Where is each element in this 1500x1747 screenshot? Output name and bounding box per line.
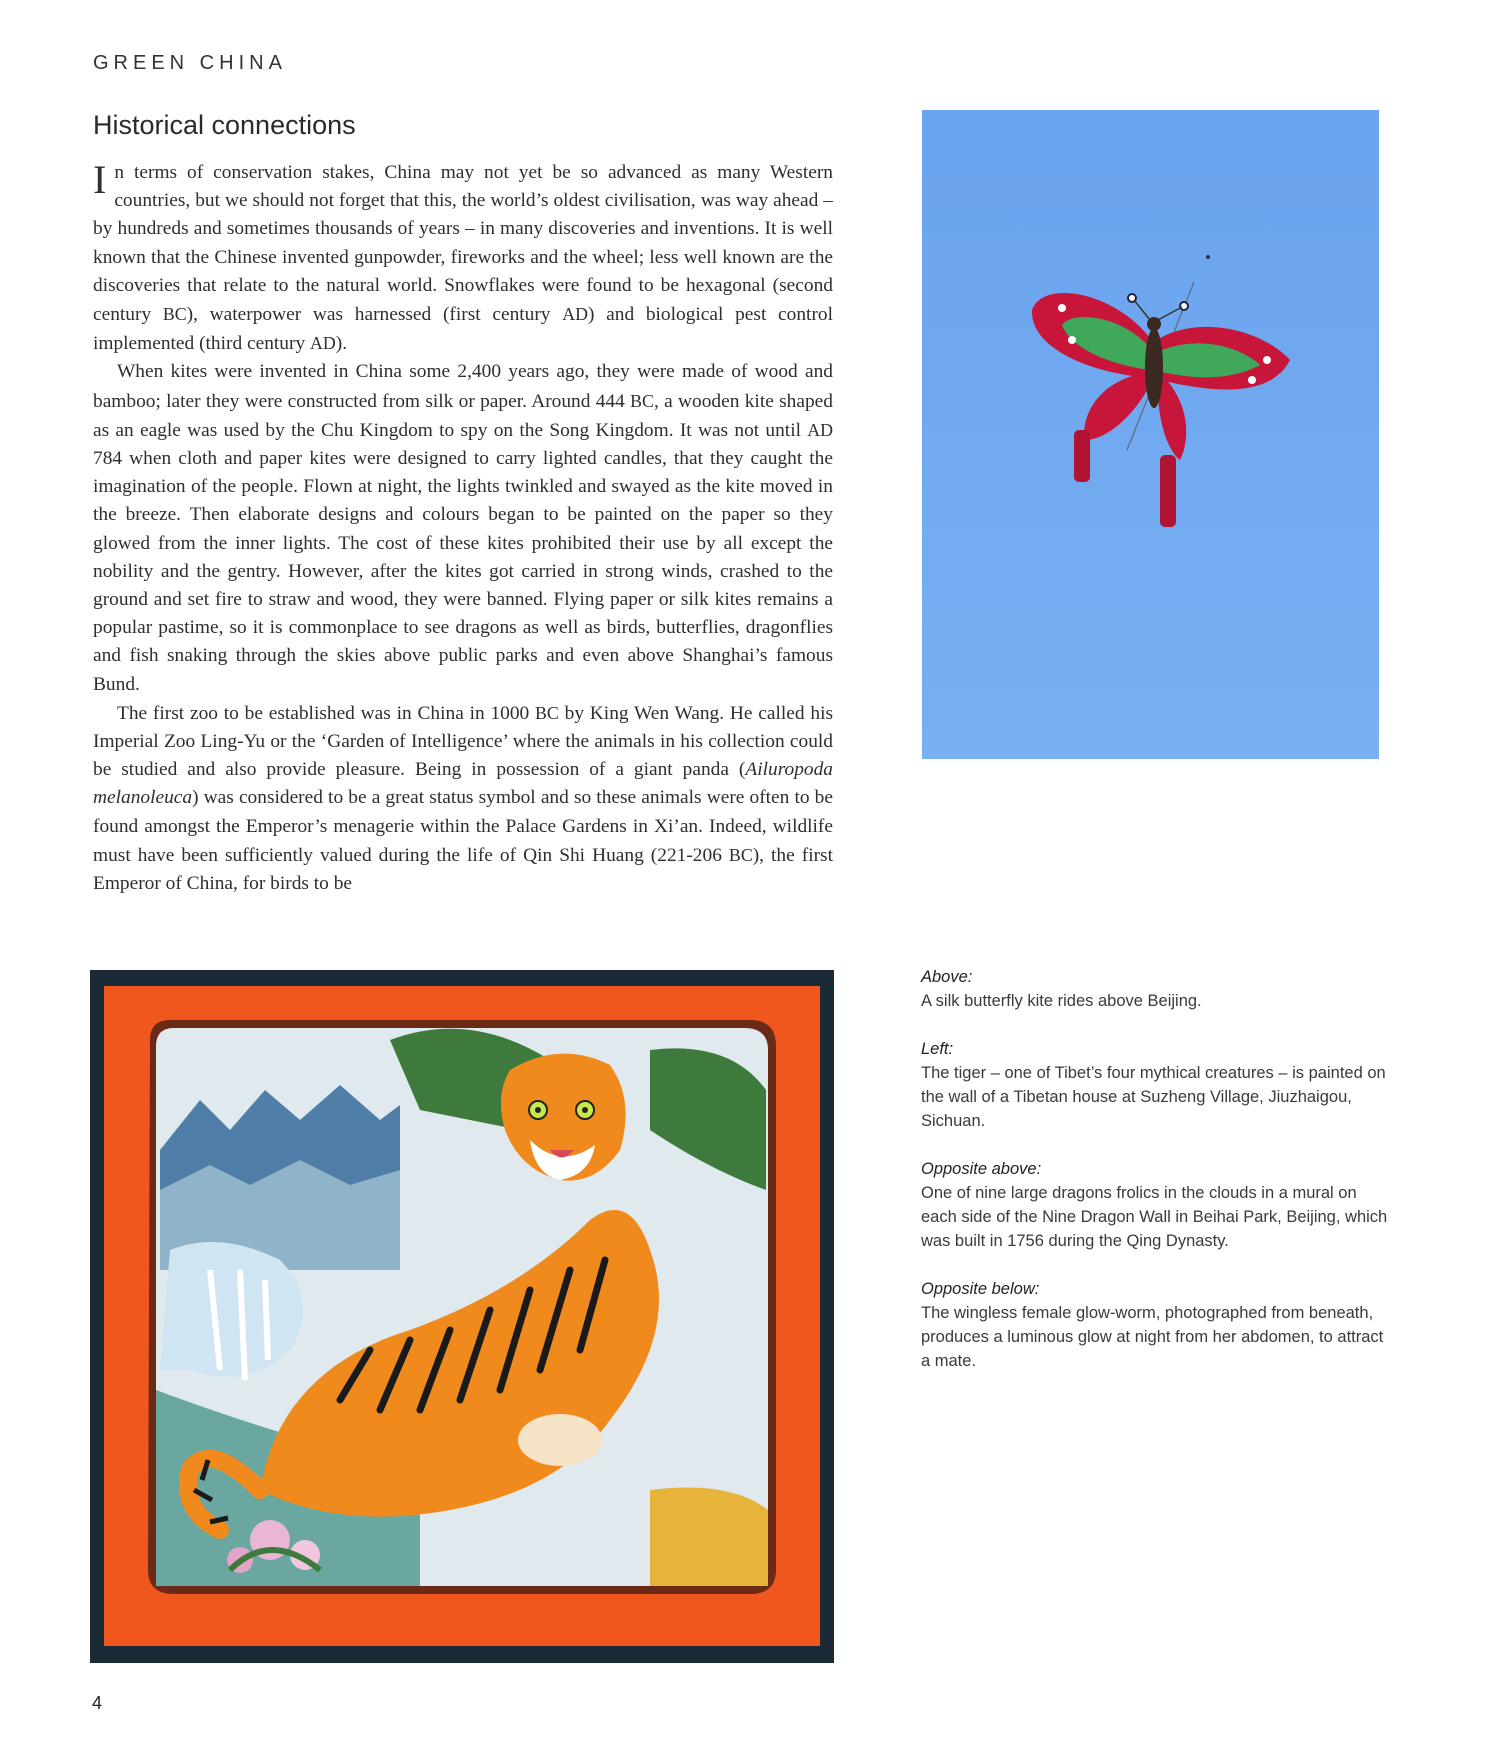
section-title: Historical connections bbox=[93, 110, 356, 140]
caption-text: One of nine large dragons frolics in the clouds in a mural on each side of the Nine Dragon Wall in Beihai Park, Beijing, which was built in 1756 during the Qing Dynasty. bbox=[921, 1184, 1388, 1250]
running-head: GREEN CHINA bbox=[93, 52, 287, 74]
caption-label: Left: bbox=[921, 1040, 954, 1058]
captions bbox=[921, 965, 1391, 1397]
paragraph-1: In terms of conservation stakes, China may not yet be so advanced as many Western countries, but we should not forget that this, the world’s oldest civilisation, was way ahead – by hundreds and sometimes thousands of years – in many discoveries and inventions. It is well known that the Chinese invented gunpowder, fireworks and the wheel; less well known are the discoveries that relate to the natural world. Snowflakes were found to be hexagonal (second century BC), waterpower was harnessed (first century AD) and biological pest control implemented (third century AD). bbox=[93, 157, 833, 355]
caption-text: A silk butterfly kite rides above Beijing. bbox=[921, 992, 1202, 1010]
caption-label: Above: bbox=[921, 968, 973, 986]
body-text bbox=[93, 159, 833, 898]
caption-label: Opposite below: bbox=[921, 1280, 1040, 1298]
butterfly-kite-photo bbox=[922, 110, 1379, 759]
caption-text: The wingless female glow-worm, photographed from beneath, produces a luminous glow at night from her abdomen, to attract a mate. bbox=[921, 1304, 1384, 1370]
paragraph-2: When kites were invented in China some 2,400 years ago, they were made of wood and bamboo; later they were constructed from silk or paper. Around 444 BC, a wooden kite shaped as an eagle was used by the Chu Kingdom to spy on the Song Kingdom. It was not until AD 784 when cloth and paper kites were designed to carry lighted candles, that they caught the imagination of the people. Flown at night, the lights twinkled and swayed as the kite moved in the breeze. Then elaborate designs and colours began to be painted on the paper so they glowed from the inner lights. The cost of these kites prohibited their use by all except the nobility and the gentry. However, after the kites got carried in strong winds, crashed to the ground and set fire to straw and wood, they were banned. Flying paper or silk kites remains a popular pastime, so it is commonplace to see dragons as well as birds, butterflies, dragonflies and fish snaking through the skies above public parks and even above Shanghai’s famous Bund. bbox=[93, 361, 833, 695]
caption-opposite-above bbox=[921, 1157, 1391, 1253]
drop-cap: I bbox=[93, 157, 107, 202]
tiger-painting-photo bbox=[90, 970, 834, 1663]
caption-left bbox=[921, 1037, 1391, 1133]
caption-text: The tiger – one of Tibet’s four mythical creatures – is painted on the wall of a Tibetan house at Suzheng Village, Jiuzhaigou, Sichuan. bbox=[921, 1064, 1386, 1130]
paragraph-3: The first zoo to be established was in China in 1000 BC by King Wen Wang. He called his Imperial Zoo Ling-Yu or the ‘Garden of Intelligence’ where the animals in his collection could be studied and also provide pleasure. Being in possession of a giant panda (Ailuropoda melanoleuca) was considered to be a great status symbol and so these animals were often to be found amongst the Emperor’s menagerie within the Palace Gardens in Xi’an. Indeed, wildlife must have been sufficiently valued during the life of Qin Shi Huang (221-206 BC), the first Emperor of China, for birds to be bbox=[93, 702, 833, 895]
caption-above bbox=[921, 965, 1391, 1013]
page-number: 4 bbox=[92, 1693, 103, 1713]
caption-opposite-below bbox=[921, 1277, 1391, 1373]
caption-label: Opposite above: bbox=[921, 1160, 1042, 1178]
